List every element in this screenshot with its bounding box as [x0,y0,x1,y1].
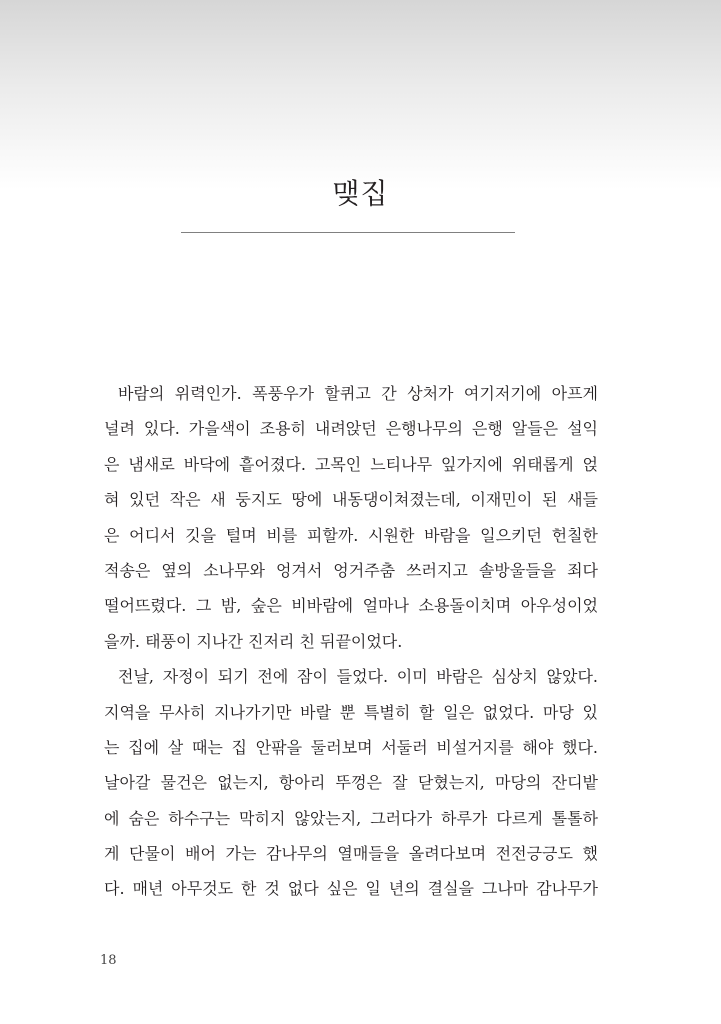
title-divider [181,232,515,233]
text-line: 적송은 옆의 소나무와 엉겨서 엉거주춤 쓰러지고 솔방울들을 죄다 [104,560,598,580]
text-line: 전날, 자정이 되기 전에 잠이 들었다. 이미 바람은 심상치 않았다. [118,667,598,687]
body-text [104,376,598,907]
text-line: 떨어뜨렸다. 그 밤, 숲은 비바람에 얼마나 소용돌이치며 아우성이었 [104,596,598,616]
text-line: 바람의 위력인가. 폭풍우가 할퀴고 간 상처가 여기저기에 아프게 [118,384,598,403]
text-line: 은 어디서 깃을 털며 비를 피할까. 시원한 바람을 일으키던 헌칠한 [104,525,598,545]
text-line: 게 단물이 배어 가는 감나무의 열매들을 올려다보며 전전긍긍도 했 [104,844,598,864]
text-line: 날아갈 물건은 없는지, 항아리 뚜껑은 잘 닫혔는지, 마당의 잔디밭 [104,773,598,793]
text-line: 은 냄새로 바닥에 흩어졌다. 고목인 느티나무 잎가지에 위태롭게 얹 [104,454,598,474]
text-line: 널려 있다. 가을색이 조용히 내려앉던 은행나무의 은행 알들은 설익 [104,419,598,439]
text-line: 다. 매년 아무것도 한 것 없다 싶은 일 년의 결실을 그나마 감나무가 [104,879,598,899]
text-line: 지역을 무사히 지나가기만 바랄 뿐 특별히 할 일은 없었다. 마당 있 [104,702,598,722]
text-line: 혀 있던 작은 새 둥지도 땅에 내동댕이쳐졌는데, 이재민이 된 새들 [104,490,598,510]
text-line: 에 숨은 하수구는 막히지 않았는지, 그러다가 하루가 다르게 톨톨하 [104,808,598,828]
header-shade [0,0,721,190]
text-line: 는 집에 살 때는 집 안팎을 둘러보며 서둘러 비설거지를 해야 했다. [104,737,598,757]
paragraph-2 [104,659,598,907]
paragraph-1 [104,376,598,659]
text-line: 을까. 태풍이 지나간 진저리 친 뒤끝이었다. [104,631,403,651]
page-number: 18 [100,953,117,968]
chapter-title: 맺집 [332,177,389,210]
